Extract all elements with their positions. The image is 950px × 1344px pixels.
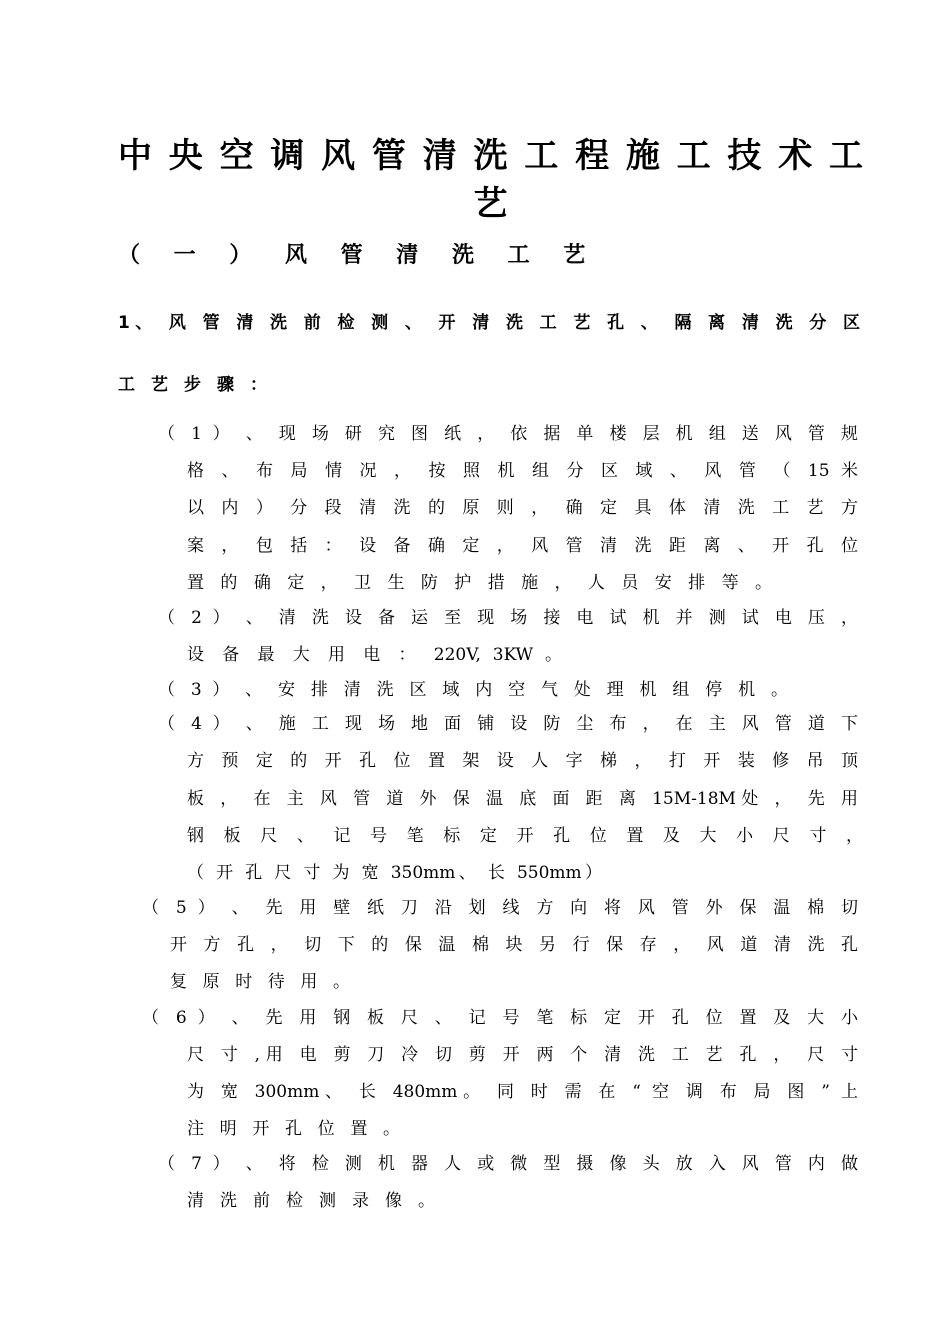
- step-7-line-1: （ 7 ） 、 将 检 测 机 器 人 或 微 型 摄 像 头 放 入 风 管 内 做: [158, 1154, 858, 1174]
- step-1-line-3: 以 内 ） 分 段 清 洗 的 原 则 ， 确 定 具 体 清 洗 工 艺 方: [187, 498, 858, 518]
- step-5-line-2: 开 方 孔 ， 切 下 的 保 温 棉 块 另 行 保 存 ， 风 道 清 洗 孔: [170, 935, 858, 955]
- step-6-line-1: （ 6 ） 、 先 用 钢 板 尺 、 记 号 笔 标 定 开 孔 位 置 及 大 小: [142, 1008, 858, 1028]
- step-2-line-2: 设 备 最 大 用 电 ： 220V, 3KW 。: [187, 645, 562, 665]
- step-1-line-1: （ 1 ） 、 现 场 研 究 图 纸 ， 依 据 单 楼 层 机 组 送 风 管 规: [158, 424, 858, 444]
- document-title-line-2: 艺: [473, 184, 508, 224]
- step-3-line-1: （ 3 ） 、 安 排 清 洗 区 域 内 空 气 处 理 机 组 停 机 。: [158, 680, 788, 700]
- step-6-line-2: 尺 寸 ,用 电 剪 刀 冷 切 剪 开 两 个 清 洗 工 艺 孔 ， 尺 寸: [187, 1045, 858, 1065]
- subsection-heading-line-2: 工艺步骤：: [118, 375, 283, 395]
- subsection-heading-line-1: 1、 风 管 清 洗 前 检 测 、 开 清 洗 工 艺 孔 、 隔 离 清 洗 分 区: [118, 313, 860, 333]
- step-4-line-2: 方 预 定 的 开 孔 位 置 架 设 人 字 梯 ， 打 开 装 修 吊 顶: [187, 751, 858, 771]
- step-2-line-1: （ 2 ） 、 清 洗 设 备 运 至 现 场 接 电 试 机 并 测 试 电 压 ，: [158, 608, 858, 628]
- step-4-line-3: 板 ， 在 主 风 管 道 外 保 温 底 面 距 离 15M-18M处 ， 先 用: [187, 789, 858, 809]
- step-7-line-2: 清 洗 前 检 测 录 像 。: [187, 1191, 435, 1211]
- step-1-line-2: 格 、 布 局 情 况 ， 按 照 机 组 分 区 域 、 风 管 （ 15 米: [187, 461, 858, 481]
- step-5-line-1: （ 5 ） 、 先 用 壁 纸 刀 沿 划 线 方 向 将 风 管 外 保 温 棉 切: [142, 898, 858, 918]
- step-6-line-3: 为 宽 300mm、 长 480mm。 同 时 需 在 “ 空 调 布 局 图 ” 上: [187, 1082, 858, 1102]
- step-4-line-5: （ 开 孔 尺 寸 为 宽 350mm、 长 550mm）: [187, 863, 602, 883]
- step-6-line-4: 注 明 开 孔 位 置 。: [187, 1119, 400, 1139]
- step-1-line-4: 案 ， 包 括 ： 设 备 确 定 ， 风 管 清 洗 距 离 、 开 孔 位: [187, 536, 858, 556]
- step-1-line-5: 置 的 确 定 ， 卫 生 防 护 措 施 ， 人 员 安 排 等 。: [187, 573, 772, 593]
- step-5-line-3: 复 原 时 待 用 。: [170, 972, 350, 992]
- step-4-line-1: （ 4 ） 、 施 工 现 场 地 面 铺 设 防 尘 布 ， 在 主 风 管 道 下: [158, 714, 858, 734]
- document-title-line-1: 中 央 空 调 风 管 清 洗 工 程 施 工 技 术 工: [118, 136, 863, 176]
- step-4-line-4: 钢 板 尺 、 记 号 笔 标 定 开 孔 位 置 及 大 小 尺 寸 ，: [187, 826, 863, 846]
- section-heading: （ 一 ） 风 管 清 洗 工 艺: [118, 243, 599, 268]
